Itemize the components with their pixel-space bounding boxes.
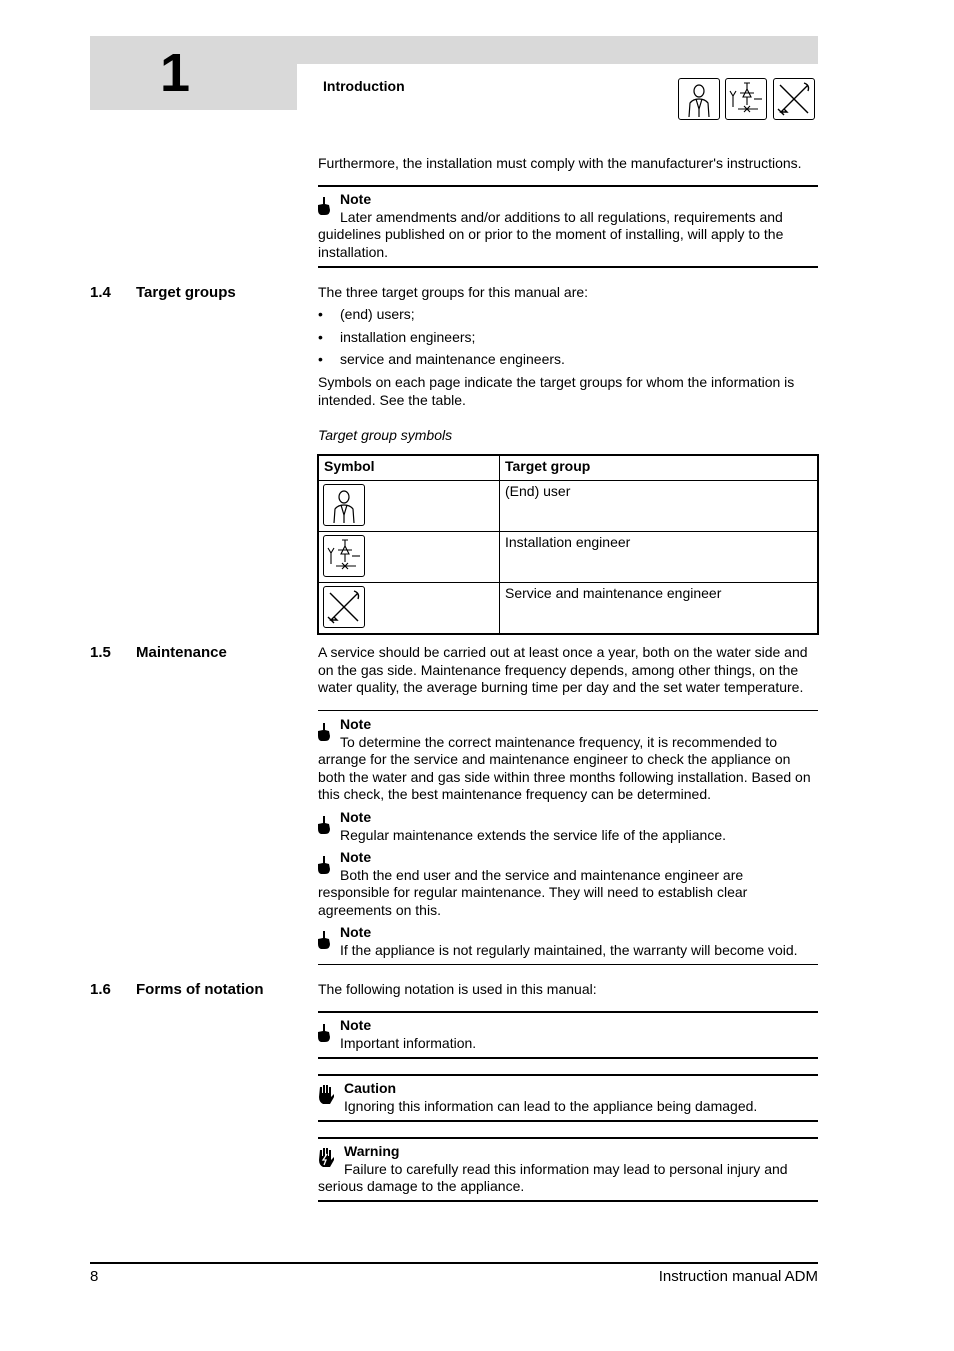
notation-warning xyxy=(318,1143,818,1196)
target-groups-lead: The three target groups for this manual are: xyxy=(318,284,589,300)
note-rule-top xyxy=(318,185,818,187)
note-rule-bottom xyxy=(318,1057,818,1059)
note-label: Note xyxy=(340,716,372,732)
table-cell: (End) user xyxy=(500,481,819,532)
note-label: Note xyxy=(340,1017,372,1033)
service-icon xyxy=(323,586,365,628)
section-title: Forms of notation xyxy=(136,981,264,998)
note-first-line: Regular maintenance extends the service life of the appliance. xyxy=(340,826,727,843)
footer-rule xyxy=(90,1262,818,1264)
note-first-line: Both the end user and the service and maintenance engineer are xyxy=(340,866,744,883)
table-cell: Installation engineer xyxy=(500,532,819,583)
warning-rule-top xyxy=(318,1137,818,1139)
caution-rule-top xyxy=(318,1074,818,1076)
note-rest: guidelines published on or prior to the moment of installing, will apply to the installation. xyxy=(318,226,784,260)
maintenance-paragraph: A service should be carried out at least once a year, both on the water side and on the gas side. Maintenance frequency depends, among other things, on the water quality, the average burning time per day and the set water temperature. xyxy=(318,644,808,695)
warning-label: Warning xyxy=(344,1143,400,1159)
maintenance-note xyxy=(318,849,818,919)
section-title: Target groups xyxy=(136,284,236,301)
target-group-table xyxy=(317,454,819,635)
section-number: 1.5 xyxy=(90,644,111,661)
warning-rest: serious damage to the appliance. xyxy=(318,1178,525,1194)
note-label: Note xyxy=(340,924,372,940)
notation-lead: The following notation is used in this manual: xyxy=(318,981,597,997)
installer-icon xyxy=(725,78,767,120)
note-rule-bottom xyxy=(318,266,818,268)
chapter-box xyxy=(90,36,297,110)
table-row xyxy=(318,532,818,583)
table-row xyxy=(318,583,818,635)
chapter-number: 1 xyxy=(160,43,191,103)
table-cell: Service and maintenance engineer xyxy=(500,583,819,635)
service-icon xyxy=(773,78,815,120)
table-caption: Target group symbols xyxy=(318,427,453,443)
note-first-line: If the appliance is not regularly maintained, the warranty will become void. xyxy=(340,941,798,958)
table-header: Symbol xyxy=(318,455,500,481)
note-rest: arrange for the service and maintenance engineer to check the appliance on both the water and gas side within three months following installation. Based on this check, the best maintenance frequency can be determined. xyxy=(318,751,811,802)
note-first-line: Later amendments and/or additions to all regulations, requirements and xyxy=(340,208,783,225)
section-number: 1.6 xyxy=(90,981,111,998)
warning-first-line: Failure to carefully read this information may lead to personal injury and xyxy=(344,1160,788,1177)
table-header-row xyxy=(318,455,818,481)
caution-first-line: Ignoring this information can lead to the appliance being damaged. xyxy=(344,1097,758,1114)
note-rule-top xyxy=(318,710,818,711)
section-title: Maintenance xyxy=(136,644,227,661)
page-number: 8 xyxy=(90,1268,99,1285)
section-number: 1.4 xyxy=(90,284,111,301)
notation-note xyxy=(318,1017,818,1052)
intro-paragraph: Furthermore, the installation must comply with the manufacturer's instructions. xyxy=(318,155,802,171)
note-label: Note xyxy=(340,849,372,865)
table-header: Target group xyxy=(500,455,819,481)
manual-title: Instruction manual ADM xyxy=(658,1268,818,1285)
notation-caution xyxy=(318,1080,818,1115)
caution-rule-bottom xyxy=(318,1120,818,1122)
note-rule-bottom xyxy=(318,964,818,965)
note-rest: responsible for regular maintenance. They will need to establish clear agreements on this. xyxy=(318,884,748,918)
note-label: Note xyxy=(340,191,372,207)
header-title: Introduction xyxy=(323,78,405,94)
table-row xyxy=(318,481,818,532)
maintenance-note xyxy=(318,716,818,804)
intro-note xyxy=(318,191,818,261)
note-rule-top xyxy=(318,1011,818,1013)
user-icon xyxy=(323,484,365,526)
caution-label: Caution xyxy=(344,1080,397,1096)
user-icon xyxy=(678,78,720,120)
note-label: Note xyxy=(340,809,372,825)
warning-rule-bottom xyxy=(318,1200,818,1202)
installer-icon xyxy=(323,535,365,577)
maintenance-note xyxy=(318,924,818,959)
note-first-line: Important information. xyxy=(340,1034,477,1051)
note-first-line: To determine the correct maintenance frequency, it is recommended to xyxy=(340,733,778,750)
symbols-paragraph: Symbols on each page indicate the target groups for whom the information is intended. See the table. xyxy=(318,374,795,408)
maintenance-note xyxy=(318,809,818,844)
header-strip xyxy=(297,36,818,64)
